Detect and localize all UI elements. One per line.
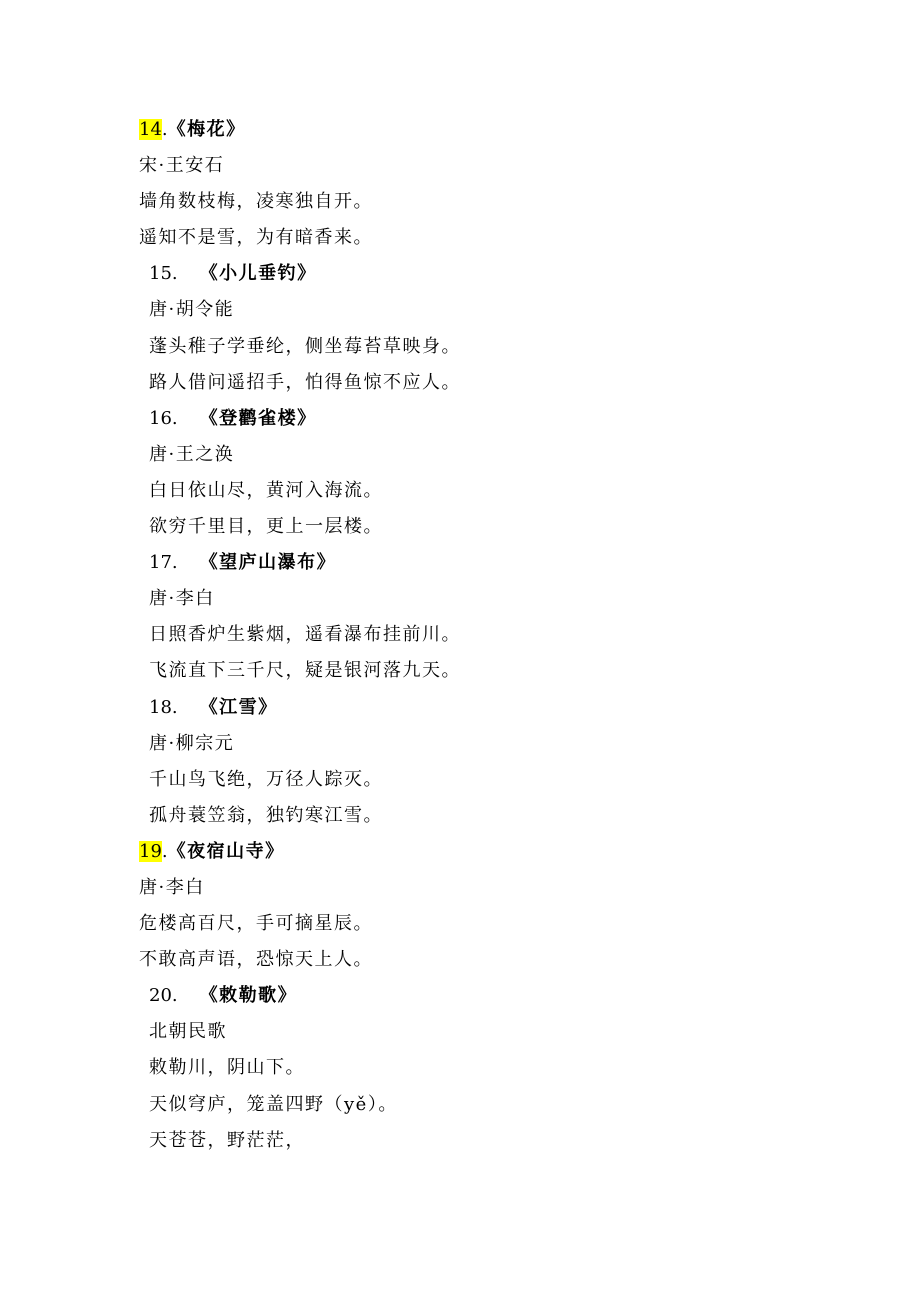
poem-verse: 路人借问遥招手，怕得鱼惊不应人。 — [149, 371, 461, 393]
poem-verse: 遥知不是雪，为有暗香来。 — [139, 227, 373, 249]
poem-title-line — [139, 690, 859, 726]
poem-title: 《小儿垂钓》 — [199, 263, 317, 285]
poem-author: 唐·柳宗元 — [149, 732, 235, 754]
poem-author: 唐·王之涣 — [149, 443, 235, 465]
poem-title-line — [139, 401, 859, 437]
poem-title: 《江雪》 — [199, 696, 278, 718]
poem-verse: 危楼高百尺，手可摘星辰。 — [139, 913, 373, 935]
poem-verse: 墙角数枝梅，凌寒独自开。 — [139, 191, 373, 213]
poem-author: 北朝民歌 — [149, 1021, 227, 1043]
poem-verse: 蓬头稚子学垂纶，侧坐莓苔草映身。 — [149, 335, 461, 357]
poem-author: 宋·王安石 — [139, 155, 225, 177]
poem-list — [139, 112, 859, 1159]
poem-number: 20. — [149, 985, 178, 1007]
poem-verse: 天苍苍，野茫茫， — [149, 1129, 305, 1151]
poem-number-highlighted: 19 — [139, 840, 162, 862]
poem-verse: 飞流直下三千尺，疑是银河落九天。 — [149, 660, 461, 682]
poem-title-line — [139, 978, 859, 1014]
poem-number-highlighted: 14 — [139, 119, 162, 140]
poem-number: 16. — [149, 407, 178, 429]
poem-verse: 欲穷千里目，更上一层楼。 — [149, 516, 383, 538]
poem-author: 唐·李白 — [149, 588, 215, 610]
poem-title-line — [139, 112, 859, 148]
poem-title-line — [139, 256, 859, 292]
poem-number: 18. — [149, 696, 178, 718]
poem-verse: 不敢高声语，恐惊天上人。 — [139, 949, 373, 971]
poem-title: 《敕勒歌》 — [199, 985, 298, 1007]
number-period: . — [161, 840, 168, 862]
poem-title-line — [139, 545, 859, 581]
poem-author: 唐·胡令能 — [149, 299, 235, 321]
poem-verse: 白日依山尽，黄河入海流。 — [149, 479, 383, 501]
poem-verse: 日照香炉生紫烟，遥看瀑布挂前川。 — [149, 624, 461, 646]
poem-verse: 天似穹庐，笼盖四野（yě）。 — [149, 1093, 398, 1115]
poem-verse: 孤舟蓑笠翁，独钓寒江雪。 — [149, 804, 383, 826]
poem-title: 《登鹳雀楼》 — [199, 407, 317, 429]
poem-title: 《梅花》 — [167, 119, 246, 140]
poem-verse: 千山鸟飞绝，万径人踪灭。 — [149, 768, 383, 790]
poem-verse: 敕勒川，阴山下。 — [149, 1057, 305, 1079]
poem-number: 15. — [149, 263, 178, 285]
number-period: . — [161, 119, 168, 140]
poem-title: 《夜宿山寺》 — [167, 840, 285, 862]
poem-author: 唐·李白 — [139, 876, 205, 898]
poem-title-line — [139, 834, 859, 870]
poem-number: 17. — [149, 552, 178, 574]
poem-title: 《望庐山瀑布》 — [199, 552, 337, 574]
